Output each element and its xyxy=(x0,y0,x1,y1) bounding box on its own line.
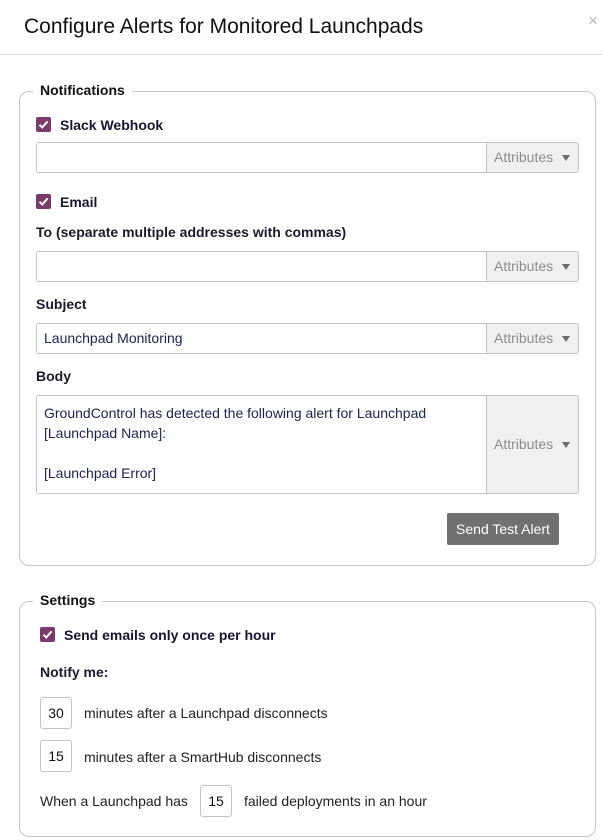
slack-attributes-dropdown[interactable] xyxy=(487,142,579,173)
settings-legend: Settings xyxy=(33,592,102,608)
attributes-label: Attributes xyxy=(494,436,554,452)
attributes-label: Attributes xyxy=(494,258,554,274)
launchpad-minutes-text: minutes after a Launchpad disconnects xyxy=(84,705,328,721)
dialog-header xyxy=(0,0,602,55)
body-attributes-dropdown[interactable] xyxy=(487,395,579,494)
dialog-title: Configure Alerts for Monitored Launchpads xyxy=(24,15,424,38)
subject-input[interactable]: Launchpad Monitoring xyxy=(36,323,487,354)
failed-deployments-input[interactable]: 15 xyxy=(200,785,232,817)
close-icon[interactable]: × xyxy=(588,11,598,30)
body-label: Body xyxy=(36,368,71,384)
caret-down-icon xyxy=(562,264,570,270)
notify-me-label: Notify me: xyxy=(40,664,109,680)
caret-down-icon xyxy=(562,336,570,342)
smarthub-minutes-input[interactable]: 15 xyxy=(40,740,72,772)
email-to-attributes-dropdown[interactable] xyxy=(487,251,579,282)
email-to-label: To (separate multiple addresses with commas) xyxy=(36,224,347,240)
failed-deployments-suffix: failed deployments in an hour xyxy=(244,793,427,809)
email-to-input[interactable] xyxy=(36,251,487,282)
checkmark-icon xyxy=(38,119,49,130)
notifications-legend: Notifications xyxy=(33,82,132,98)
launchpad-minutes-input[interactable]: 30 xyxy=(40,697,72,729)
caret-down-icon xyxy=(562,442,570,448)
once-per-hour-label: Send emails only once per hour xyxy=(64,627,276,643)
email-checkbox[interactable] xyxy=(36,194,51,209)
subject-label: Subject xyxy=(36,296,87,312)
checkmark-icon xyxy=(42,629,53,640)
body-text-line: GroundControl has detected the following alert for Launchpad [Launchpad Name]: xyxy=(44,405,427,441)
subject-attributes-dropdown[interactable] xyxy=(487,323,579,354)
checkmark-icon xyxy=(38,196,49,207)
email-label: Email xyxy=(60,194,98,210)
body-text-line: [Launchpad Error] xyxy=(44,465,157,481)
slack-webhook-input[interactable] xyxy=(36,142,487,173)
failed-deployments-prefix: When a Launchpad has xyxy=(40,793,188,809)
smarthub-minutes-text: minutes after a SmartHub disconnects xyxy=(84,749,322,765)
attributes-label: Attributes xyxy=(494,330,554,346)
slack-webhook-checkbox[interactable] xyxy=(36,117,51,132)
once-per-hour-checkbox[interactable] xyxy=(40,627,55,642)
attributes-label: Attributes xyxy=(494,149,554,165)
send-test-alert-button[interactable]: Send Test Alert xyxy=(447,513,559,545)
body-textarea[interactable] xyxy=(36,395,487,494)
caret-down-icon xyxy=(562,155,570,161)
slack-webhook-label: Slack Webhook xyxy=(60,117,164,133)
